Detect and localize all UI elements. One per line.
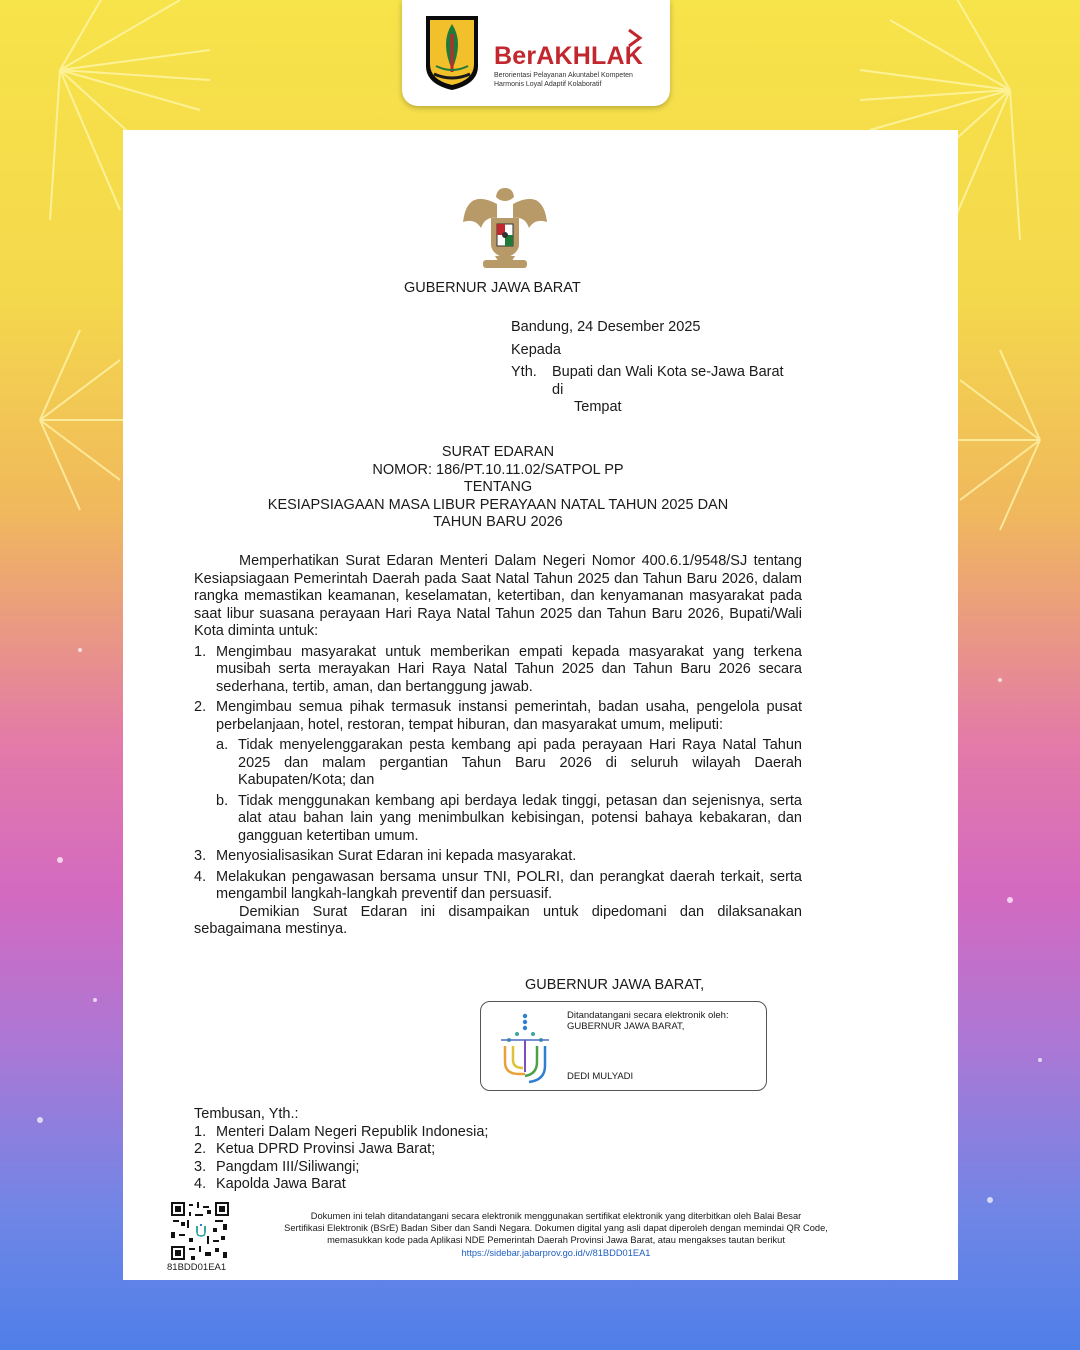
brand-tagline-2: Harmonis Loyal Adaptif Kolaboratif	[494, 81, 602, 88]
letter-title	[123, 444, 873, 532]
brand-arrow-icon	[626, 28, 644, 53]
place: Tempat	[574, 398, 622, 415]
bsre-signature-logo-icon	[495, 1010, 555, 1088]
intro-paragraph: Memperhatikan Surat Edaran Menteri Dalam Negeri Nomor 400.6.1/9548/SJ tentang Kesiapsiagaan Pemerintah Daerah pada Saat Natal Tahun 2025 dan Tahun Baru 2026, dalam rangka memastikan keamanan, keselamatan, ketertiban, dan kenyamanan masyarakat pada saat libur suasana perayaan Hari Raya Natal Tahun 2025 dan Tahun Baru 2026, Bupati/Wali Kota diminta untuk:	[194, 553, 802, 639]
address-block	[511, 316, 784, 418]
list-item: 3. Menyosialisasikan Surat Edaran ini kepada masyarakat.	[194, 848, 577, 864]
letter-date: Bandung, 24 Desember 2025	[511, 319, 701, 335]
signer-name: DEDI MULYADI	[567, 1071, 634, 1082]
title-line: NOMOR: 186/PT.10.11.02/SATPOL PP	[372, 461, 624, 478]
letter-body	[194, 553, 802, 939]
west-java-emblem-icon	[424, 14, 480, 97]
carbon-copy-list	[194, 1106, 488, 1194]
to-label: Kepada	[511, 341, 561, 358]
di-row	[511, 381, 784, 398]
brand-name: BerAKHLAK	[494, 42, 644, 70]
title-line: KESIAPSIAGAAN MASA LIBUR PERAYAAN NATAL TAHUN 2025 DAN	[267, 496, 729, 513]
qr-code-icon[interactable]	[171, 1202, 229, 1264]
cc-heading: Tembusan, Yth.:	[194, 1106, 299, 1122]
e-signature-footnote: Dokumen ini telah ditandatangani secara elektronik menggunakan sertifikat elektronik yang diterbitkan oleh Balai Besar Sertifikasi Elektronik (BSrE) Badan Siber dan Sandi Negara. Dokumen digital yang asli dapat diperoleh dengan memindai QR Code, memasukkan kode pada Aplikasi NDE Pemerintah Daerah Provinsi Jawa Barat, atau mengakses tautan berikut https://sidebar.jabarprov.go.id/v/81BDD01EA1	[251, 1210, 861, 1259]
title-line: SURAT EDARAN	[441, 444, 555, 460]
recipient: Bupati dan Wali Kota se-Jawa Barat	[552, 364, 784, 380]
yth-label: Yth.	[511, 364, 537, 380]
garuda-pancasila-icon	[461, 182, 549, 278]
list-item: 2. Mengimbau semua pihak termasuk instansi pemerintah, badan usaha, pengelola pusat perbelanjaan, hotel, restoran, tempat hiburan, dan masyarakat umum, meliputi:	[194, 699, 802, 733]
berakhlak-header-badge	[402, 0, 670, 106]
title-line: TENTANG	[463, 479, 533, 495]
electronic-signature-box	[480, 1001, 767, 1091]
sub-list-item: a. Tidak menyelenggarakan pesta kembang api pada perayaan Hari Raya Natal Tahun 2025 dan malam pergantian Tahun Baru 2026 di seluruh wilayah Daerah Kabupaten/Kota; dan	[216, 737, 802, 788]
list-item: 1. Mengimbau masyarakat untuk memberikan empati kepada masyarakat yang terkena musibah serta merayakan Hari Raya Natal Tahun 2025 dan Tahun Baru 2026 secara sederhana, tertib, aman, dan bertanggung jawab.	[194, 643, 802, 695]
signature-title: GUBERNUR JAWA BARAT,	[525, 977, 705, 993]
di-label: di	[552, 381, 564, 398]
cc-item: 4. Kapolda Jawa Barat	[194, 1176, 346, 1192]
signature-label: Ditandatangani secara elektronik oleh: GUBERNUR JAWA BARAT,	[567, 1010, 729, 1032]
cc-item: 3. Pangdam III/Siliwangi;	[194, 1158, 360, 1175]
circular-letter-page	[123, 130, 958, 1280]
closing-paragraph: Demikian Surat Edaran ini disampaikan untuk dipedomani dan dilaksanakan sebagaimana mestinya.	[194, 903, 802, 937]
sub-list-item: b. Tidak menggunakan kembang api berdaya ledak tinggi, petasan dan sejenisnya, serta alat atau bahan lain yang menimbulkan kebisingan, potensi bahaya kebakaran, dan gangguan ketertiban umum.	[216, 792, 802, 844]
verification-link[interactable]: https://sidebar.jabarprov.go.id/v/81BDD01EA1	[461, 1247, 651, 1258]
title-line: TAHUN BARU 2026	[433, 514, 563, 530]
recipient-row	[511, 361, 784, 384]
brand-tagline-1: Berorientasi Pelayanan Akuntabel Kompeten	[494, 72, 633, 79]
qr-code-text: 81BDD01EA1	[167, 1262, 227, 1273]
cc-item: 1. Menteri Dalam Negeri Republik Indonesia;	[194, 1123, 489, 1140]
letter-issuer: GUBERNUR JAWA BARAT	[404, 280, 581, 296]
cc-item: 2. Ketua DPRD Provinsi Jawa Barat;	[194, 1141, 436, 1157]
list-item: 4. Melakukan pengawasan bersama unsur TNI, POLRI, dan perangkat daerah terkait, serta mengambil langkah-langkah preventif dan persuasif.	[194, 868, 802, 902]
